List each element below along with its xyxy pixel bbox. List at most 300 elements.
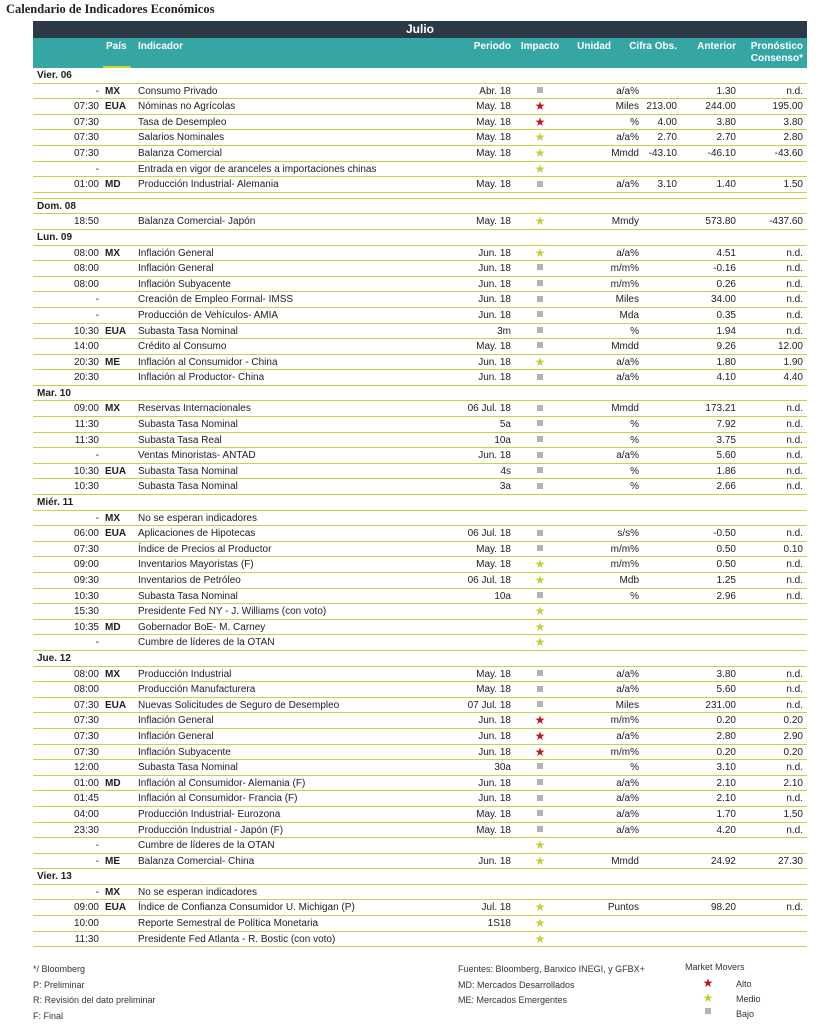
unit-cell: s/s% (617, 528, 639, 540)
previous-cell: 244.00 (705, 101, 736, 113)
unit-cell: % (630, 419, 639, 431)
time-cell: 10:00 (73, 918, 99, 930)
unit-cell: Miles (615, 294, 639, 306)
unit-cell: a/a% (616, 793, 639, 805)
period-cell: 3a (499, 481, 511, 493)
unit-cell: % (630, 116, 639, 128)
footer-sources (458, 962, 645, 1009)
indicator-cell: Inflación General (138, 263, 214, 275)
star-green-icon: ★ (534, 130, 546, 145)
time-cell: - (95, 163, 99, 175)
table-row (33, 355, 807, 371)
indicator-cell: Subasta Tasa Nominal (138, 481, 238, 493)
time-cell: 14:00 (73, 341, 99, 353)
table-row (33, 292, 807, 308)
unit-cell: a/a% (616, 668, 639, 680)
time-cell: 07:30 (73, 101, 99, 113)
star-red-icon: ★ (534, 99, 546, 114)
period-cell: May. 18 (476, 684, 511, 696)
table-row (33, 900, 807, 916)
time-cell: 23:30 (73, 824, 99, 836)
country-cell: EUA (105, 101, 127, 113)
previous-cell: 3.75 (716, 434, 736, 446)
previous-cell: -0.50 (713, 528, 736, 540)
indicator-cell: Inflación Subyacente (138, 278, 231, 290)
observed-cell: 4.00 (657, 116, 677, 128)
table-row (33, 433, 807, 449)
table-row (33, 760, 807, 776)
table-row (33, 604, 807, 620)
unit-cell: % (630, 434, 639, 446)
col-periodo: Periodo (473, 41, 511, 52)
table-row (33, 776, 807, 792)
indicator-cell: Subasta Tasa Nominal (138, 419, 238, 431)
square-gray-icon (528, 84, 552, 99)
forecast-cell: 1.50 (783, 179, 803, 191)
indicator-cell: Producción Manufacturera (138, 684, 256, 696)
col-pais: País (106, 41, 127, 52)
square-gray-icon (528, 177, 552, 192)
previous-cell: 7.92 (716, 419, 736, 431)
time-cell: 04:00 (73, 808, 99, 820)
period-cell: 1S18 (487, 918, 511, 930)
country-cell: MD (105, 621, 121, 633)
period-cell: 07 Jul. 18 (467, 699, 511, 711)
time-cell: - (95, 855, 99, 867)
table-row (33, 130, 807, 146)
star-green-icon: ★ (534, 838, 546, 853)
unit-cell: m/m% (610, 278, 639, 290)
country-cell: EUA (105, 528, 127, 540)
time-cell: 12:00 (73, 762, 99, 774)
table-row (33, 146, 807, 162)
indicator-cell: Inflación al Consumidor- Alemania (F) (138, 777, 306, 789)
time-cell: - (95, 309, 99, 321)
indicator-cell: Subasta Tasa Nominal (138, 325, 238, 337)
unit-cell: a/a% (616, 247, 639, 259)
table-row (33, 667, 807, 683)
square-gray-icon (528, 417, 552, 432)
col-cifra: Cifra Obs. (629, 41, 677, 52)
table-row (33, 246, 807, 262)
previous-cell: 2.10 (716, 793, 736, 805)
period-cell: May. 18 (476, 132, 511, 144)
previous-cell: 573.80 (705, 216, 736, 228)
forecast-cell: 3.80 (783, 116, 803, 128)
time-cell: 10:35 (73, 621, 99, 633)
table-row (33, 589, 807, 605)
time-cell: 20:30 (73, 372, 99, 384)
star-red-icon: ★ (702, 976, 714, 990)
col-indicador: Indicador (138, 41, 184, 52)
time-cell: - (95, 840, 99, 852)
forecast-cell: n.d. (786, 902, 803, 914)
previous-cell: 0.26 (716, 278, 736, 290)
forecast-cell: n.d. (786, 278, 803, 290)
forecast-cell: n.d. (786, 668, 803, 680)
forecast-cell: n.d. (786, 590, 803, 602)
unit-cell: m/m% (610, 559, 639, 571)
forecast-cell: 1.90 (783, 356, 803, 368)
previous-cell: 1.30 (716, 85, 736, 97)
indicator-cell: Inventarios Mayoristas (F) (138, 559, 254, 571)
period-cell: Abr. 18 (479, 85, 511, 97)
forecast-cell: n.d. (786, 309, 803, 321)
table-row (33, 823, 807, 839)
star-green-icon: ★ (534, 916, 546, 931)
square-gray-icon (528, 526, 552, 541)
day-header-row (33, 386, 807, 402)
me-note: ME: Mercados Emergentes (458, 995, 568, 1005)
table-row (33, 115, 807, 131)
country-cell: MX (105, 403, 120, 415)
time-cell: 01:00 (73, 777, 99, 789)
time-cell: 08:00 (73, 263, 99, 275)
table-row (33, 277, 807, 293)
unit-cell: Mda (619, 309, 639, 321)
table-row (33, 370, 807, 386)
square-gray-icon (528, 324, 552, 339)
time-cell: 15:30 (73, 606, 99, 618)
period-cell: May. 18 (476, 116, 511, 128)
indicator-cell: Subasta Tasa Nominal (138, 590, 238, 602)
unit-cell: Mmdd (611, 855, 639, 867)
indicator-cell: Nuevas Solicitudes de Seguro de Desempleo (138, 699, 340, 711)
forecast-cell: -437.60 (769, 216, 803, 228)
previous-cell: 5.60 (716, 450, 736, 462)
page-title: Calendario de Indicadores Económicos (6, 2, 215, 16)
col-anterior: Anterior (697, 41, 736, 52)
table-row (33, 401, 807, 417)
previous-cell: 0.50 (716, 543, 736, 555)
period-cell: May. 18 (476, 668, 511, 680)
time-cell: 01:00 (73, 179, 99, 191)
month-header: Julio (33, 21, 807, 38)
time-cell: - (95, 450, 99, 462)
forecast-cell: n.d. (786, 465, 803, 477)
forecast-cell: n.d. (786, 699, 803, 711)
square-gray-icon (528, 370, 552, 385)
star-green-icon: ★ (534, 573, 546, 587)
previous-cell: 4.20 (716, 824, 736, 836)
time-cell: - (95, 637, 99, 649)
unit-cell: Mmdy (611, 216, 639, 228)
unit-cell: Miles (615, 101, 639, 113)
previous-cell: 3.80 (716, 668, 736, 680)
legend-title: Market Movers (685, 962, 745, 972)
star-green-icon: ★ (534, 145, 546, 160)
period-cell: Jun. 18 (478, 730, 511, 742)
indicator-cell: Producción Industrial - Japón (F) (138, 824, 284, 836)
table-row (33, 511, 807, 527)
indicator-cell: Presidente Fed Atlanta - R. Bostic (con voto) (138, 933, 336, 945)
forecast-cell: n.d. (786, 824, 803, 836)
indicator-cell: Inventarios de Petróleo (138, 575, 241, 586)
col-unidad: Unidad (577, 41, 611, 52)
day-header-row (33, 651, 807, 667)
star-green-icon: ★ (534, 354, 546, 369)
indicator-cell: Gobernador BoE- M. Carney (138, 621, 266, 633)
period-cell: 3m (497, 325, 511, 337)
indicator-cell: Presidente Fed NY - J. Williams (con voto) (138, 606, 327, 618)
time-cell: - (95, 85, 99, 97)
forecast-cell: 0.10 (783, 543, 803, 555)
time-cell: 07:30 (73, 746, 99, 758)
table-row (33, 542, 807, 558)
day-label: Vier. 06 (37, 70, 72, 81)
indicator-cell: Consumo Privado (138, 85, 218, 97)
previous-cell: 1.40 (716, 179, 736, 191)
period-cell: May. 18 (476, 808, 511, 820)
indicator-cell: Cumbre de líderes de la OTAN (138, 637, 275, 649)
forecast-cell: 12.00 (777, 341, 803, 353)
unit-cell: % (630, 590, 639, 602)
time-cell: 18:50 (73, 216, 99, 228)
indicator-cell: Inflación General (138, 715, 214, 727)
previous-cell: 0.20 (716, 746, 736, 758)
square-gray-icon (528, 277, 552, 292)
unit-cell: a/a% (616, 684, 639, 696)
time-cell: 10:30 (73, 465, 99, 477)
table-row (33, 807, 807, 823)
indicator-cell: Crédito al Consumo (138, 341, 227, 353)
square-gray-icon (698, 1006, 718, 1016)
forecast-cell: 2.90 (783, 730, 803, 742)
period-cell: Jun. 18 (478, 372, 511, 384)
star-red-icon: ★ (534, 713, 546, 728)
indicator-cell: Balanza Comercial- China (138, 855, 255, 867)
table-row (33, 308, 807, 324)
table-row (33, 479, 807, 495)
star-green-icon: ★ (534, 635, 546, 650)
period-cell: Jun. 18 (478, 278, 511, 290)
square-gray-icon (528, 261, 552, 276)
square-gray-icon (528, 479, 552, 494)
period-cell: 5a (499, 419, 511, 431)
forecast-cell: 0.20 (783, 746, 803, 758)
period-cell: Jun. 18 (478, 247, 511, 259)
period-cell: Jun. 18 (478, 777, 511, 789)
forecast-cell: 27.30 (777, 855, 803, 867)
country-cell: ME (105, 356, 120, 368)
square-gray-icon (528, 542, 552, 557)
time-cell: 10:30 (73, 481, 99, 493)
previous-cell: 2.10 (716, 777, 736, 789)
table-row (33, 838, 807, 854)
unit-cell: % (630, 325, 639, 337)
indicator-cell: Ventas Minoristas- ANTAD (138, 450, 256, 462)
time-cell: 09:00 (73, 902, 99, 914)
day-header-row (33, 230, 807, 246)
previous-cell: 0.35 (716, 309, 736, 321)
square-gray-icon (528, 292, 552, 307)
indicator-cell: Producción Industrial (138, 668, 232, 680)
forecast-cell: 2.80 (783, 132, 803, 144)
previous-cell: 1.86 (716, 465, 736, 477)
previous-cell: 4.10 (716, 372, 736, 384)
time-cell: 07:30 (73, 147, 99, 159)
unit-cell: m/m% (610, 263, 639, 275)
previous-cell: -46.10 (707, 147, 736, 159)
star-green-icon: ★ (534, 853, 546, 868)
forecast-cell: n.d. (786, 403, 803, 415)
indicator-cell: Creación de Empleo Formal- IMSS (138, 294, 294, 306)
previous-cell: 2.66 (716, 481, 736, 493)
indicator-cell: Inflación al Consumidor - China (138, 356, 278, 368)
unit-cell: a/a% (616, 85, 639, 97)
table-row (33, 339, 807, 355)
legend-high (683, 976, 793, 990)
period-cell: Jun. 18 (478, 715, 511, 727)
previous-cell: 3.10 (716, 762, 736, 774)
previous-cell: 24.92 (710, 855, 736, 867)
period-cell: May. 18 (476, 543, 511, 555)
unit-cell: a/a% (616, 356, 639, 368)
md-note: MD: Mercados Desarrollados (458, 979, 575, 990)
previous-cell: 173.21 (705, 403, 736, 415)
indicator-cell: Inflación al Consumidor- Francia (F) (138, 793, 298, 805)
period-cell: May. 18 (476, 179, 511, 191)
time-cell: 06:00 (73, 528, 99, 540)
forecast-cell: 195.00 (772, 101, 803, 113)
table-row (33, 635, 807, 651)
table-row (33, 745, 807, 761)
time-cell: 08:00 (73, 278, 99, 290)
table-row (33, 885, 807, 901)
table-row (33, 557, 807, 573)
day-header-row (33, 869, 807, 885)
country-cell: EUA (105, 902, 127, 914)
previous-cell: 9.26 (716, 341, 736, 353)
time-cell: 08:00 (73, 247, 99, 259)
time-cell: 08:00 (73, 684, 99, 696)
indicator-cell: Producción de Vehículos- AMIA (138, 309, 279, 321)
indicator-cell: Reservas Internacionales (138, 403, 251, 415)
table-row (33, 464, 807, 480)
square-gray-icon (528, 667, 552, 682)
table-row (33, 261, 807, 277)
country-cell: MD (105, 777, 121, 789)
time-cell: 07:30 (73, 132, 99, 144)
unit-cell: % (630, 762, 639, 774)
day-header-row (33, 495, 807, 511)
observed-cell: 213.00 (646, 101, 677, 113)
period-cell: Jun. 18 (478, 263, 511, 275)
indicator-cell: Aplicaciones de Hipotecas (138, 528, 256, 540)
period-cell: May. 18 (476, 341, 511, 353)
day-label: Lun. 09 (37, 231, 73, 243)
unit-cell: m/m% (610, 746, 639, 758)
table-row (33, 791, 807, 807)
day-label: Miér. 11 (37, 497, 74, 509)
indicator-cell: Cumbre de líderes de la OTAN (138, 840, 275, 852)
square-gray-icon (528, 308, 552, 323)
square-gray-icon (528, 698, 552, 713)
period-cell: Jun. 18 (478, 356, 511, 368)
col-consenso: Consenso* (750, 53, 803, 64)
period-cell: May. 18 (476, 824, 511, 836)
country-cell: EUA (105, 465, 127, 477)
star-green-icon: ★ (534, 604, 546, 619)
time-cell: 10:30 (73, 590, 99, 602)
indicator-cell: No se esperan indicadores (138, 512, 257, 524)
country-cell: EUA (105, 325, 127, 337)
previous-cell: 2.70 (716, 132, 736, 144)
indicator-cell: Subasta Tasa Nominal (138, 465, 238, 477)
time-cell: 20:30 (73, 356, 99, 368)
table-row (33, 729, 807, 745)
table-row (33, 162, 807, 178)
star-green-icon: ★ (534, 900, 546, 915)
forecast-cell: n.d. (786, 247, 803, 259)
footnote: */ Bloomberg (33, 964, 86, 974)
period-cell: 10a (494, 590, 511, 602)
previous-cell: 98.20 (710, 902, 736, 914)
period-cell: 4s (500, 465, 511, 477)
period-cell: 06 Jul. 18 (467, 403, 511, 415)
time-cell: 10:30 (73, 325, 99, 337)
indicator-cell: No se esperan indicadores (138, 886, 257, 898)
previous-cell: 5.60 (716, 684, 736, 696)
time-cell: 09:00 (73, 403, 99, 415)
legend-medium (683, 991, 793, 1005)
star-green-icon: ★ (534, 557, 546, 572)
indicator-cell: Inflación Subyacente (138, 746, 231, 758)
period-cell: Jun. 18 (478, 746, 511, 758)
unit-cell: a/a% (616, 179, 639, 191)
period-cell: Jun. 18 (478, 309, 511, 321)
period-cell: 06 Jul. 18 (467, 575, 511, 586)
forecast-cell: n.d. (786, 575, 803, 586)
table-row (33, 573, 807, 589)
star-red-icon: ★ (534, 744, 546, 759)
unit-cell: a/a% (616, 808, 639, 820)
table-row (33, 214, 807, 230)
time-cell: 11:30 (74, 933, 99, 945)
forecast-cell: 2.10 (783, 777, 803, 789)
star-green-icon: ★ (534, 931, 546, 946)
indicator-cell: Nóminas no Agrícolas (138, 101, 236, 113)
indicator-cell: Balanza Comercial (138, 147, 222, 159)
unit-cell: a/a% (616, 450, 639, 462)
legend-label: Medio (736, 994, 761, 1004)
forecast-cell: n.d. (786, 762, 803, 774)
observed-cell: 3.10 (657, 179, 677, 191)
forecast-cell: -43.60 (774, 147, 803, 159)
star-red-icon: ★ (534, 114, 546, 129)
time-cell: 09:00 (73, 559, 99, 571)
indicator-cell: Inflación al Productor- China (138, 372, 265, 384)
square-gray-icon (528, 589, 552, 604)
period-cell: Jun. 18 (478, 855, 511, 867)
unit-cell: m/m% (610, 543, 639, 555)
indicator-cell: Producción Industrial- Eurozona (138, 808, 281, 820)
forecast-cell: n.d. (786, 294, 803, 306)
previous-cell: 2.96 (716, 590, 736, 602)
forecast-cell: n.d. (786, 481, 803, 493)
observed-cell: -43.10 (648, 147, 677, 159)
time-cell: 07:30 (73, 730, 99, 742)
time-cell: 07:30 (73, 116, 99, 128)
observed-cell: 2.70 (657, 132, 677, 144)
indicator-cell: Subasta Tasa Real (138, 434, 222, 446)
forecast-cell: 4.40 (783, 372, 803, 384)
unit-cell: m/m% (610, 715, 639, 727)
square-gray-icon (528, 760, 552, 775)
period-cell: 10a (494, 434, 511, 446)
forecast-cell: n.d. (786, 793, 803, 805)
day-header-row (33, 199, 807, 215)
